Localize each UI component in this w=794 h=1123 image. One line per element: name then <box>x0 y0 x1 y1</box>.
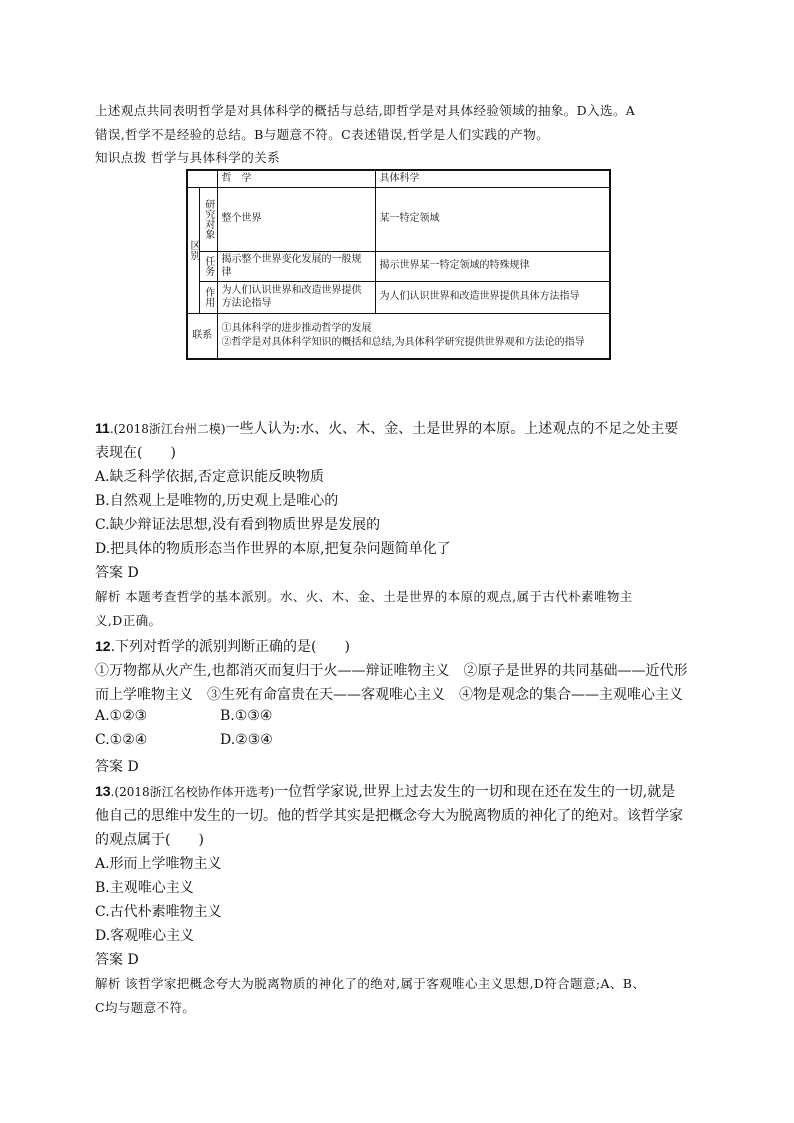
q13-analysis-1: 解析 该哲学家把概念夸大为脱离物质的神化了的绝对,属于客观唯心主义思想,D符合题意;A、B、 <box>95 976 646 991</box>
row-label-task: 任务 <box>199 251 217 281</box>
q12-option-d: D.②③④ <box>220 732 273 748</box>
q12-stem-line <box>95 636 695 656</box>
intro-line-1: 上述观点共同表明哲学是对具体科学的概括与总结,即哲学是对具体经验领域的抽象。D入选。A <box>95 103 636 118</box>
diff-label: 区别 <box>187 187 199 313</box>
q13-stem-1: 一位哲学家说,世界上过去发生的一切和现在还在发生的一切,就是 <box>274 784 676 800</box>
link-label: 联系 <box>187 313 217 359</box>
q11-option-c: C.缺少辩证法思想,没有看到物质世界是发展的 <box>95 517 381 533</box>
col-philosophy: 哲 学 <box>217 170 375 187</box>
q13-source: .(2018浙江名校协作体开选考) <box>110 785 275 799</box>
row-label-object: 研究对象 <box>199 187 217 251</box>
q11-option-d: D.把具体的物质形态当作世界的本原,把复杂问题简单化了 <box>95 541 451 557</box>
col-science: 具体科学 <box>375 170 610 187</box>
q12-option-a: A.①②③ <box>95 708 148 724</box>
cell-philosophy-object: 整个世界 <box>217 187 375 251</box>
q11-analysis-1: 解析 本题考查哲学的基本派别。水、火、木、金、土是世界的本原的观点,属于古代朴素唯物主 <box>95 589 633 604</box>
row-label-role: 作用 <box>199 281 217 313</box>
q13-stem-line-1 <box>95 781 695 801</box>
q12-answer: 答案 D <box>95 759 139 775</box>
q13-option-b: B.主观唯心主义 <box>95 880 194 896</box>
q12-options-row-2 <box>95 732 695 748</box>
q12-stem: .下列对哲学的派别判断正确的是( ) <box>110 639 350 655</box>
q13-option-c: C.古代朴素唯物主义 <box>95 904 222 920</box>
q12-option-c: C.①②④ <box>95 732 148 748</box>
q12-option-b: B.①③④ <box>220 708 273 724</box>
q11-source: .(2018浙江台州二模) <box>109 422 226 436</box>
q11-answer: 答案 D <box>95 565 139 581</box>
q12-options-row-1 <box>95 708 695 724</box>
link-item-2: ②哲学是对具体科学知识的概括和总结,为具体科学研究提供世界观和方法论的指导 <box>221 336 585 348</box>
cell-link <box>217 313 610 359</box>
q11-stem-2: 表现在( ) <box>95 445 176 461</box>
cell-science-object: 某一特定领域 <box>375 187 610 251</box>
table-row <box>187 251 610 281</box>
q12-items-1: ①万物都从火产生,也都消灭而复归于火——辩证唯物主义 ②原子是世界的共同基础——近代形 <box>95 663 688 679</box>
intro-line-2: 错误,哲学不是经验的总结。B与题意不符。C表述错误,哲学是人们实践的产物。 <box>95 127 549 142</box>
q11-number: 11 <box>95 420 110 436</box>
table-row <box>187 313 610 359</box>
cell-philosophy-task: 揭示整个世界变化发展的一般规律 <box>217 251 375 281</box>
q12-number: 12 <box>95 638 111 654</box>
q11-stem-1: 一些人认为:水、火、木、金、土是世界的本原。上述观点的不足之处主要 <box>225 421 679 437</box>
link-item-1: ①具体科学的进步推动哲学的发展 <box>221 323 372 335</box>
q11-stem-line-1 <box>95 418 695 438</box>
table-header-row <box>187 170 610 187</box>
q13-option-d: D.客观唯心主义 <box>95 928 195 944</box>
q11-analysis-2: 义,D正确。 <box>95 613 162 628</box>
q11-option-a: A.缺乏科学依据,否定意识能反映物质 <box>95 469 325 485</box>
q13-stem-3: 的观点属于( ) <box>95 832 204 848</box>
q13-analysis-2: C均与题意不符。 <box>95 1000 196 1015</box>
knowledge-title: 知识点拨 哲学与具体科学的关系 <box>95 150 280 165</box>
cell-science-role: 为人们认识世界和改造世界提供具体方法指导 <box>375 281 610 313</box>
q13-option-a: A.形而上学唯物主义 <box>95 856 222 872</box>
cell-philosophy-role: 为人们认识世界和改造世界提供方法论指导 <box>217 281 375 313</box>
q13-number: 13 <box>95 783 111 799</box>
q13-stem-2: 他自己的思维中发生的一切。他的哲学其实是把概念夸大为脱离物质的神化了的绝对。该哲学家 <box>95 808 683 824</box>
table-row <box>187 281 610 313</box>
q13-answer: 答案 D <box>95 952 139 968</box>
q12-items-2: 而上学唯物主义 ③生死有命富贵在天——客观唯心主义 ④物是观念的集合——主观唯心主义 <box>95 687 683 703</box>
cell-science-task: 揭示世界某一特定领域的特殊规律 <box>375 251 610 281</box>
table-row <box>187 187 610 251</box>
q11-option-b: B.自然观上是唯物的,历史观上是唯心的 <box>95 493 339 509</box>
philosophy-science-table <box>186 169 611 360</box>
